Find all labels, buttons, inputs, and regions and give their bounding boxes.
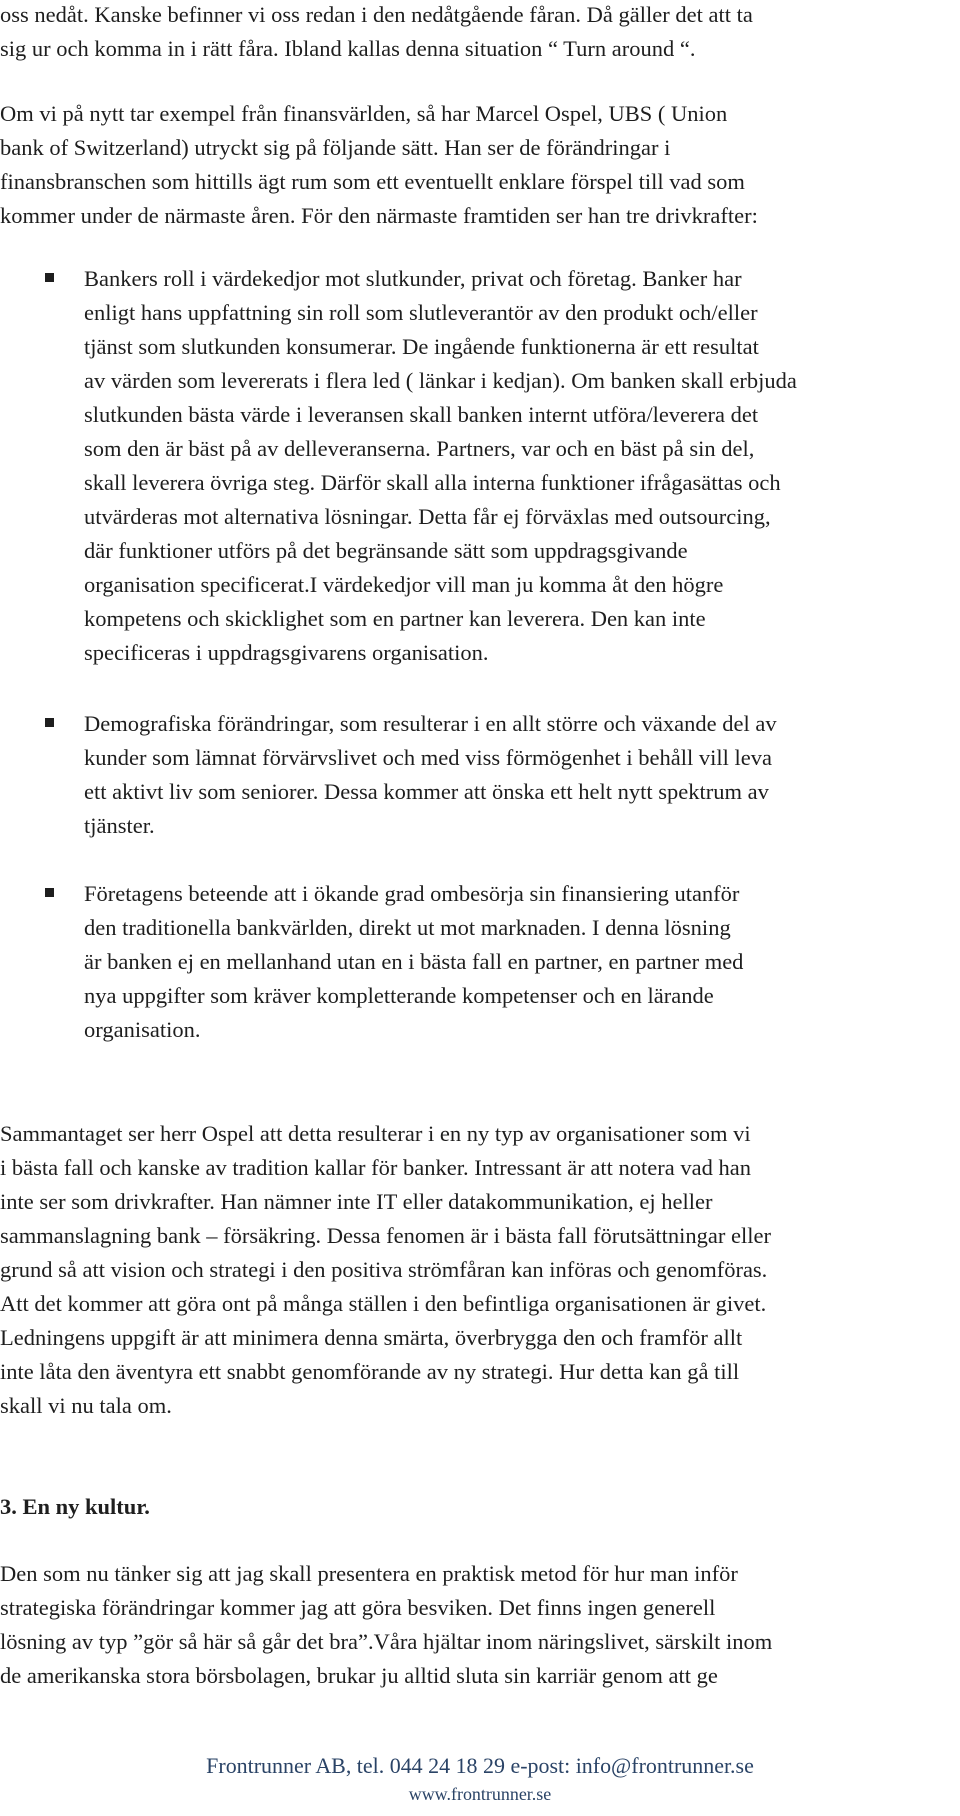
text-line: som den är bäst på av delleveranserna. Partners, var och en bäst på sin del,: [84, 436, 755, 461]
text-line: inte ser som drivkrafter. Han nämner inte IT eller datakommunikation, ej heller: [0, 1189, 713, 1214]
text-line: finansbranschen som hittills ägt rum som ett eventuellt enklare förspel till vad som: [0, 169, 745, 194]
bullet-square-icon: [45, 718, 54, 727]
section-heading: 3. En ny kultur.: [0, 1494, 150, 1519]
text-line: kompetens och skicklighet som en partner kan leverera. Den kan inte: [84, 606, 706, 631]
text-line: Att det kommer att göra ont på många ställen i den befintliga organisationen är givet.: [0, 1291, 767, 1316]
text-line: Demografiska förändringar, som resulterar i en allt större och växande del av: [84, 711, 777, 736]
text-line: skall vi nu tala om.: [0, 1393, 172, 1418]
text-line: i bästa fall och kanske av tradition kallar för banker. Intressant är att notera vad han: [0, 1155, 751, 1180]
text-line: tjänst som slutkunden konsumerar. De ingående funktionerna är ett resultat: [84, 334, 759, 359]
text-line: de amerikanska stora börsbolagen, brukar ju alltid sluta sin karriär genom att ge: [0, 1663, 718, 1688]
footer-contact: Frontrunner AB, tel. 044 24 18 29 e-post: info@frontrunner.se: [206, 1753, 754, 1778]
bullet-square-icon: [45, 888, 54, 897]
text-line: oss nedåt. Kanske befinner vi oss redan i den nedåtgående fåran. Då gäller det att ta: [0, 2, 753, 27]
text-line: ett aktivt liv som seniorer. Dessa kommer att önska ett helt nytt spektrum av: [84, 779, 769, 804]
text-line: utvärderas mot alternativa lösningar. Detta får ej förväxlas med outsourcing,: [84, 504, 771, 529]
text-line: organisation.: [84, 1017, 201, 1042]
text-line: Den som nu tänker sig att jag skall presentera en praktisk metod för hur man inför: [0, 1561, 738, 1586]
bullet-square-icon: [45, 273, 54, 282]
text-line: där funktioner utförs på det begränsande sätt som uppdragsgivande: [84, 538, 688, 563]
text-line: Bankers roll i värdekedjor mot slutkunder, privat och företag. Banker har: [84, 266, 742, 291]
text-line: av värden som levererats i flera led ( länkar i kedjan). Om banken skall erbjuda: [84, 368, 797, 393]
text-line: Ledningens uppgift är att minimera denna smärta, överbrygga den och framför allt: [0, 1325, 743, 1350]
text-line: inte låta den äventyra ett snabbt genomförande av ny strategi. Hur detta kan gå till: [0, 1359, 740, 1384]
text-line: tjänster.: [84, 813, 155, 838]
text-line: Om vi på nytt tar exempel från finansvärlden, så har Marcel Ospel, UBS ( Union: [0, 101, 728, 126]
text-line: strategiska förändringar kommer jag att göra besviken. Det finns ingen generell: [0, 1595, 716, 1620]
text-line: enligt hans uppfattning sin roll som slutleverantör av den produkt och/eller: [84, 300, 758, 325]
text-line: specificeras i uppdragsgivarens organisation.: [84, 640, 489, 665]
text-line: sig ur och komma in i rätt fåra. Ibland kallas denna situation “ Turn around “.: [0, 36, 696, 61]
text-line: kunder som lämnat förvärvslivet och med viss förmögenhet i behåll vill leva: [84, 745, 772, 770]
text-line: Sammantaget ser herr Ospel att detta resulterar i en ny typ av organisationer som vi: [0, 1121, 751, 1146]
text-line: är banken ej en mellanhand utan en i bästa fall en partner, en partner med: [84, 949, 744, 974]
text-line: skall leverera övriga steg. Därför skall alla interna funktioner ifrågasättas och: [84, 470, 781, 495]
text-line: nya uppgifter som kräver kompletterande kompetenser och en lärande: [84, 983, 714, 1008]
text-line: bank of Switzerland) utryckt sig på följande sätt. Han ser de förändringar i: [0, 135, 671, 160]
text-line: den traditionella bankvärlden, direkt ut mot marknaden. I denna lösning: [84, 915, 731, 940]
text-line: sammanslagning bank – försäkring. Dessa fenomen är i bästa fall förutsättningar eller: [0, 1223, 772, 1248]
text-line: slutkunden bästa värde i leveransen skall banken internt utföra/leverera det: [84, 402, 759, 427]
text-line: organisation specificerat.I värdekedjor vill man ju komma åt den högre: [84, 572, 724, 597]
text-line: grund så att vision och strategi i den positiva strömfåran kan införas och genomföras.: [0, 1257, 768, 1282]
text-line: Företagens beteende att i ökande grad ombesörja sin finansiering utanför: [84, 881, 740, 906]
footer-website-link[interactable]: www.frontrunner.se: [408, 1784, 552, 1804]
text-line: lösning av typ ”gör så här så går det bra”.Våra hjältar inom näringslivet, särskilt inom: [0, 1629, 773, 1654]
text-line: kommer under de närmaste åren. För den närmaste framtiden ser han tre drivkrafter:: [0, 203, 758, 228]
